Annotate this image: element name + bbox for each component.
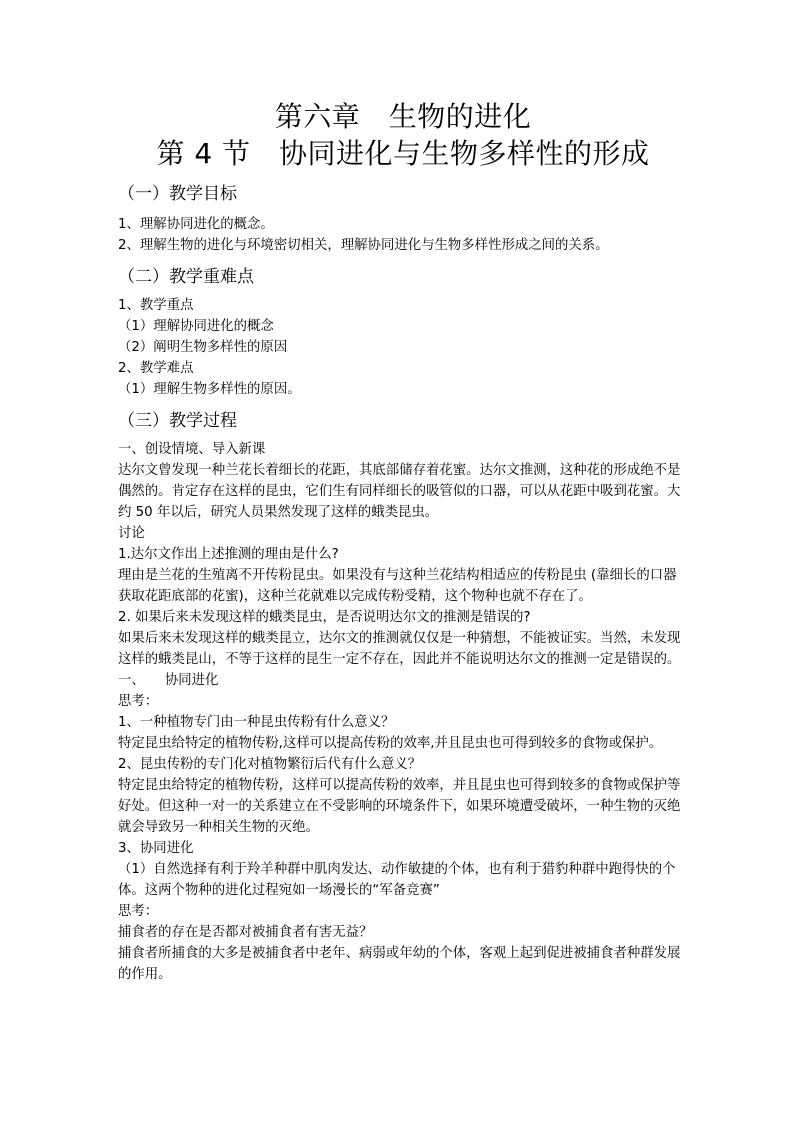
heading-teaching-process: （三）教学过程 bbox=[118, 411, 237, 431]
paragraph: 1.达尔文作出上述推测的理由是什么? bbox=[118, 547, 339, 562]
paragraph: 2、昆虫传粉的专门化对植物繁衍后代有什么意义？ bbox=[118, 757, 422, 772]
paragraph: 2. 如果后来未发现这样的蛾类昆虫，是否说明达尔文的推测是错误的? bbox=[118, 610, 531, 625]
paragraph: 讨论 bbox=[118, 526, 145, 541]
paragraph: 特定昆虫给特定的植物传粉,这样可以提高传粉的效率,并且昆虫也可得到较多的食物或保护。 bbox=[118, 736, 663, 751]
paragraph: 1、教学重点 bbox=[118, 298, 194, 313]
paragraph: 一、创设情境、导入新课 bbox=[118, 442, 266, 457]
paragraph: 1、一种植物专门由一种昆虫传粉有什么意义？ bbox=[118, 715, 395, 730]
document-page bbox=[118, 100, 688, 985]
chapter-title: 第六章 生物的进化 bbox=[274, 100, 532, 133]
paragraph: 3、协同进化 bbox=[118, 841, 194, 856]
paragraph: 一、 协同进化 bbox=[118, 673, 219, 688]
paragraph: 2、理解生物的进化与环境密切相关，理解协同进化与生物多样性形成之间的关系。 bbox=[118, 238, 609, 253]
paragraph: 捕食者所捕食的大多是被捕食者中老年、病弱或年幼的个体，客观上起到促进被捕食者种群发展的作用。 bbox=[118, 946, 681, 982]
section-title: 第 4 节 协同进化与生物多样性的形成 bbox=[156, 137, 650, 170]
paragraph: 理由是兰花的生殖离不开传粉昆虫。如果没有与这种兰花结构相适应的传粉昆虫 (靠细长的口器获取花距底部的花蜜)，这种兰花就难以完成传粉受精，这个物种也就不存在了。 bbox=[118, 568, 677, 604]
paragraph: 1、理解协同进化的概念。 bbox=[118, 217, 274, 232]
heading-key-points: （二）教学重难点 bbox=[118, 267, 254, 287]
paragraph: （1）理解生物多样性的原因。 bbox=[118, 382, 301, 397]
heading-teaching-goals: （一）教学目标 bbox=[118, 184, 237, 204]
paragraph: 特定昆虫给特定的植物传粉，这样可以提高传粉的效率，并且昆虫也可得到较多的食物或保护等好处。但这种一对一的关系建立在不受影响的环境条件下，如果环境遭受破坏，一种生物的灭绝就会导致另一种相关生物的灭绝。 bbox=[118, 778, 681, 835]
paragraph: 思考： bbox=[118, 904, 159, 919]
paragraph: （1）理解协同进化的概念 bbox=[118, 319, 274, 334]
paragraph: 捕食者的存在是否都对被捕食者有害无益？ bbox=[118, 925, 373, 940]
paragraph: 思考： bbox=[118, 694, 159, 709]
paragraph: 如果后来未发现这样的蛾类昆立，达尔文的推测就仅仅是一种猜想，不能被证实。当然，未发现这样的蛾类昆山，不等于这样的昆生一定不存在，因此并不能说明达尔文的推测一定是错误的。 bbox=[118, 631, 681, 667]
paragraph: （2）阐明生物多样性的原因 bbox=[118, 340, 288, 355]
paragraph: 2、教学难点 bbox=[118, 361, 194, 376]
paragraph: （1）自然选择有利于羚羊种群中肌肉发达、动作敏捷的个体，也有利于猎豹种群中跑得快的个体。这两个物种的进化过程宛如一场漫长的“军备竞赛” bbox=[118, 862, 676, 898]
paragraph: 达尔文曾发现一种兰花长着细长的花距，其底部储存着花蜜。达尔文推测，这种花的形成绝不是偶然的。肯定存在这样的昆虫，它们生有同样细长的吸管似的口器，可以从花距中吸到花蜜。大约 50 年以后，研究人员果然发现了这样的蛾类昆虫。 bbox=[118, 463, 681, 520]
